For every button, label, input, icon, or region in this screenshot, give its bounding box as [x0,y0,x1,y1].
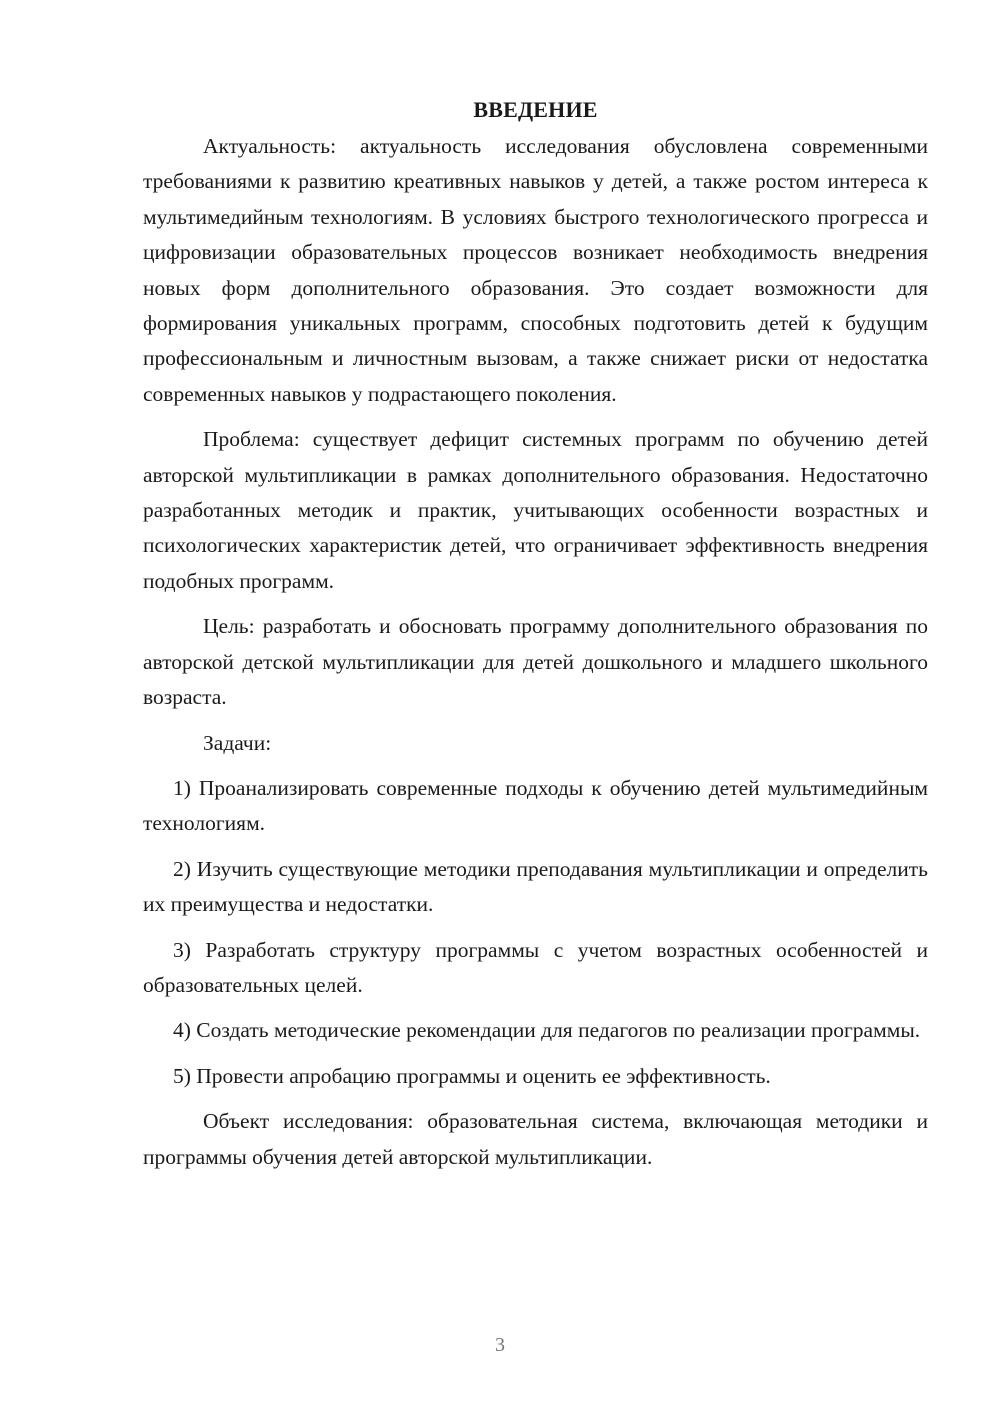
task-item-2: 2) Изучить существующие методики преподавания мультипликации и определить их преимущества и недостатки. [143,856,928,917]
paragraph-relevance: Актуальность: актуальность исследования обусловлена современными требованиями к развитию креативных навыков у детей, а также ростом интереса к мультимедийным технологиям. В условиях быстрого технологического прогресса и цифровизации образовательных процессов возникает необходимость внедрения новых форм дополнительного образования. Это создает возможности для формирования уникальных программ, способных подготовить детей к будущим профессиональным и личностным вызовам, а также снижает риски от недостатка современных навыков у подрастающего поколения. [143,134,928,406]
paragraph-problem: Проблема: существует дефицит системных программ по обучению детей авторской мультипликации в рамках дополнительного образования. Недостаточно разработанных методик и практик, учитывающих особенности возрастных и психологических характеристик детей, что ограничивает эффективность внедрения подобных программ. [143,427,928,593]
page-number: 3 [495,1334,505,1356]
paragraph-goal: Цель: разработать и обосновать программу дополнительного образования по авторской детской мультипликации для детей дошкольного и младшего школьного возраста. [143,614,928,710]
task-item-4: 4) Создать методические рекомендации для педагогов по реализации программы. [173,1018,921,1043]
document-page [143,92,928,1185]
task-item-1: 1) Проанализировать современные подходы к обучению детей мультимедийным технологиям. [143,775,928,836]
task-item-3: 3) Разработать структуру программы с учетом возрастных особенностей и образовательных целей. [143,937,928,997]
task-item-5: 5) Провести апробацию программы и оценить ее эффективность. [173,1063,771,1088]
paragraph-object: Объект исследования: образовательная система, включающая методики и программы обучения детей авторской мультипликации. [143,1109,928,1169]
tasks-heading: Задачи: [203,730,272,755]
document-title: ВВЕДЕНИЕ [473,97,598,122]
